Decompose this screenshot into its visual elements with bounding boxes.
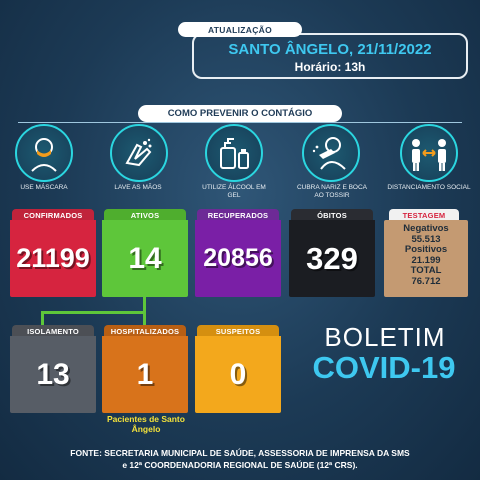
obitos-title: ÓBITOS bbox=[291, 209, 373, 221]
negativos-label: Negativos bbox=[403, 223, 449, 234]
hand-wash-icon bbox=[110, 124, 168, 182]
footer-line-1: FONTE: SECRETARIA MUNICIPAL DE SAÚDE, ASSESSORIA DE IMPRENSA DA SMS bbox=[70, 448, 410, 458]
footer-source bbox=[0, 447, 480, 471]
covid-title: COVID-19 bbox=[312, 350, 456, 385]
gel-bottle-icon bbox=[205, 124, 263, 182]
social-distance-icon bbox=[400, 124, 458, 182]
prevention-label-wash: LAVE AS MÃOS bbox=[114, 184, 162, 191]
hospitalizados-card: 1 bbox=[102, 336, 188, 413]
suspeitos-card: 0 bbox=[195, 336, 281, 413]
testagem-title: TESTAGEM bbox=[389, 209, 459, 221]
mask-icon bbox=[15, 124, 73, 182]
confirmados-card: 21199 bbox=[10, 220, 96, 297]
boletim-title: BOLETIM bbox=[324, 322, 446, 352]
total-label: TOTAL bbox=[410, 265, 442, 276]
prevention-label-distance: DISTANCIAMENTO SOCIAL bbox=[387, 184, 471, 191]
recuperados-title: RECUPERADOS bbox=[197, 209, 279, 221]
negativos-value: 55.513 bbox=[411, 233, 441, 245]
ativos-card: 14 bbox=[102, 220, 188, 297]
suspeitos-title: SUSPEITOS bbox=[197, 325, 279, 337]
prevention-divider bbox=[18, 122, 462, 123]
recuperados-card: 20856 bbox=[195, 220, 281, 297]
update-label: ATUALIZAÇÃO bbox=[178, 22, 302, 37]
hospitalizados-title: HOSPITALIZADOS bbox=[104, 325, 186, 337]
total-value: 76.712 bbox=[411, 275, 441, 287]
positivos-value: 21.199 bbox=[411, 254, 441, 266]
isolamento-card: 13 bbox=[10, 336, 96, 413]
prevention-label-gel: UTILIZE ÁLCOOL EM GEL bbox=[202, 184, 266, 199]
connector-right bbox=[143, 311, 146, 325]
positivos-label: Positivos bbox=[404, 244, 448, 255]
prevention-label-cough: CUBRA NARIZ E BOCA AO TOSSIR bbox=[296, 184, 368, 199]
cough-icon bbox=[302, 124, 360, 182]
testagem-card bbox=[384, 220, 468, 297]
confirmados-title: CONFIRMADOS bbox=[12, 209, 94, 221]
update-time: Horário: 13h bbox=[294, 60, 366, 74]
footer-line-2: e 12ª COORDENADORIA REGIONAL DE SAÚDE (12ª CRS). bbox=[122, 460, 358, 470]
obitos-card: 329 bbox=[289, 220, 375, 297]
hospitalizados-note: Pacientes de Santo Ângelo bbox=[107, 414, 185, 434]
ativos-title: ATIVOS bbox=[104, 209, 186, 221]
connector-left bbox=[41, 311, 44, 325]
connector-horizontal bbox=[41, 311, 146, 314]
prevention-title: COMO PREVENIR O CONTÁGIO bbox=[138, 105, 342, 122]
city-date: SANTO ÂNGELO, 21/11/2022 bbox=[228, 41, 432, 58]
isolamento-title: ISOLAMENTO bbox=[12, 325, 94, 337]
prevention-label-mask: USE MÁSCARA bbox=[20, 184, 68, 191]
